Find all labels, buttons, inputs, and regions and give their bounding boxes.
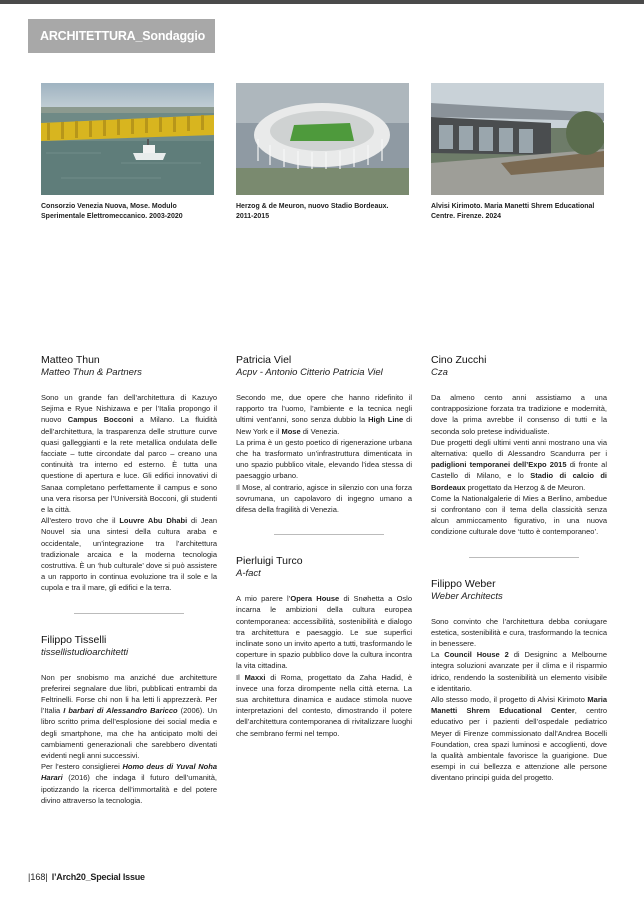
photo-mose xyxy=(41,83,214,195)
author-firm: Matteo Thun & Partners xyxy=(41,367,142,378)
author-name: Patricia Viel xyxy=(236,354,292,366)
paragraph: Da almeno cento anni assistiamo a una contrapposizione forzata tra tradizione e modernità, dove la prima avrebbe il consenso di tutti e la seconda solo pretese individualiste. xyxy=(431,393,607,436)
author-firm: Weber Architects xyxy=(431,590,503,602)
author-name: Filippo Tisselli xyxy=(41,633,107,646)
figure-caption: Herzog & de Meuron, nuovo Stadio Bordeaux. 2011-2015 xyxy=(236,203,389,220)
paragraph: A mio parere l’Opera House di Snøhetta a Oslo incarna le ambizioni della cultura europea contemporanea: accessibilità, sostenibilità e dialogo tra architettura e paesaggio. Le sue superfici inclinate sono un invito aperto a tutti, trasformando le coperture in spazio pubblico dove la cultura incontra la vita cittadina. xyxy=(236,594,413,671)
paragraph: La prima è un gesto poetico di rigenerazione urbana che ha trasformato un’infrastruttura dimenticata in uno spazio pubblico vitale, elevando l’idea stessa di paesaggio urbano. xyxy=(236,437,412,481)
paragraph: Non per snobismo ma anziché due architetture preferirei segnalare due libri, pubblicati entrambi da Feltrinelli. Forse chi non li ha letti li apprezzerà. Per l’Italia I barbari di Alessandro Baricco (2006). Un libro scritto prima dell’esplosione dei social media e degli smartphone, ma che ha anticipato molti dei cambiamenti generazionali che sarebbero diventati evidenti negli anni successivi. xyxy=(41,672,217,761)
paragraph: Secondo me, due opere che hanno ridefinito il rapporto tra l’uomo, l’ambiente e la tecnica negli ultimi vent’anni, sono senza dubbio la High Line di New York e il Mose di Venezia. xyxy=(236,393,413,436)
figure-caption: Alvisi Kirimoto. Maria Manetti Shrem Educational Centre. Firenze. 2024 xyxy=(431,203,595,220)
paragraph: All’estero trovo che il Louvre Abu Dhabi di Jean Nouvel sia una sintesi della cultura araba e occidentale, un’integrazione tra l’architettura tradizionale arcaica e la moderna tecnologia costruttiva. È un ‘hub culturale’ dove si può assistere a un rapporto in continua evoluzione tra il sole e la cupola e tra il mare, gli edifici e la terra. xyxy=(41,516,217,593)
column-3 xyxy=(431,354,607,784)
paragraph: Il Mose, al contrario, agisce in silenzio con una forza sovrumana, un capolavoro di ingegno umano a difesa della fragilità di Venezia. xyxy=(236,482,412,515)
paragraph: Il Maxxi di Roma, progettato da Zaha Hadid, è invece una forza dirompente nella città eterna. La sua architettura dinamica e audace stimola nuove interpretazioni del contesto, dimostrando il potere dell’architettura contemporanea di rivitalizzare luoghi che sembrano fermi nel tempo. xyxy=(236,672,413,738)
column-2 xyxy=(236,354,412,739)
top-rule xyxy=(0,0,644,4)
author-name: Cino Zucchi xyxy=(431,354,487,366)
paragraph: Due progetti degli ultimi venti anni mostrano una via alternativa: quello di Alessandro Scandurra per i padiglioni temporanei dell’Expo 2015 di fronte al Castello di Milano, e lo Stadio di calcio di Bordeaux progettato da Herzog & de Meuron. xyxy=(431,437,607,492)
author-firm: Cza xyxy=(431,367,448,378)
author-name: Filippo Weber xyxy=(431,577,496,590)
paragraph: Allo stesso modo, il progetto di Alvisi Kirimoto Maria Manetti Shrem Educational Center, centro educativo per i pazienti dell’ospedale pediatrico Meyer di Firenze commissionato dall’Andrea Bocelli Foundation, crea spazi luminosi e accoglienti, dove la qualità ambientale favorisce la guarigione. Due esempi in cui bellezza e attenzione alle persone diventano principi guida del progetto. xyxy=(431,695,607,783)
divider xyxy=(274,534,384,535)
page-number: |168| xyxy=(28,872,48,882)
photo-stadium xyxy=(236,83,409,195)
paragraph: La Council House 2 di Designinc a Melbourne integra soluzioni avanzate per il clima e il risparmio idrico, rendendo la sostenibilità un elemento visibile e identitario. xyxy=(431,650,607,693)
divider xyxy=(74,613,184,614)
journal-title: l’Arch20_Special Issue xyxy=(51,872,145,882)
photo-educational-centre xyxy=(431,83,604,195)
paragraph: Sono un grande fan dell’architettura di Kazuyo Sejima e Ryue Nishizawa e per l’Italia propongo il nuovo Campus Bocconi a Milano. La fluidità dell’architettura, la trasparenza delle strutture curve quasi galleggianti e la rete metallica ondulata delle facciate – tutte circondate dal parco – creano una continuità tra interno ed esterno. È tutta una questione di apertura e luce. Gli edifici innovativi di Sanaa completano perfettamente il campus e sono una vera risorsa per l’Università Bocconi, gli studenti e la città. xyxy=(41,393,217,515)
figure-caption: Consorzio Venezia Nuova, Mose. Modulo Sperimentale Elettromeccanico. 2003-2020 xyxy=(41,203,183,220)
author-firm: Acpv - Antonio Citterio Patricia Viel xyxy=(236,367,383,378)
section-tag: ARCHITETTURA_Sondaggio xyxy=(28,19,215,53)
author-name: Pierluigi Turco xyxy=(236,555,303,568)
author-firm: A-fact xyxy=(236,568,261,580)
author-name: Matteo Thun xyxy=(41,354,100,366)
divider xyxy=(469,557,579,558)
author-firm: tissellistudioarchitetti xyxy=(41,646,129,658)
page-footer xyxy=(28,872,145,882)
paragraph: Per l’estero consiglierei Homo deus di Yuval Noha Harari (2016) che indaga il futuro dell’umanità, ipotizzando la ricerca dell’immortalità e del potere divino attraverso la tecnologia. xyxy=(41,762,217,805)
paragraph: Come la Nationalgalerie di Mies a Berlino, ambedue si confrontano con il tema della classicità senza alcun ammiccamento figurativo, in una nuova condizione culturale dove ‘tutto è contemporaneo’. xyxy=(431,493,607,537)
column-1 xyxy=(41,354,217,806)
paragraph: Sono convinto che l’architettura debba coniugare estetica, sostenibilità e cura, trasformando la tecnica in benessere. xyxy=(431,616,607,649)
